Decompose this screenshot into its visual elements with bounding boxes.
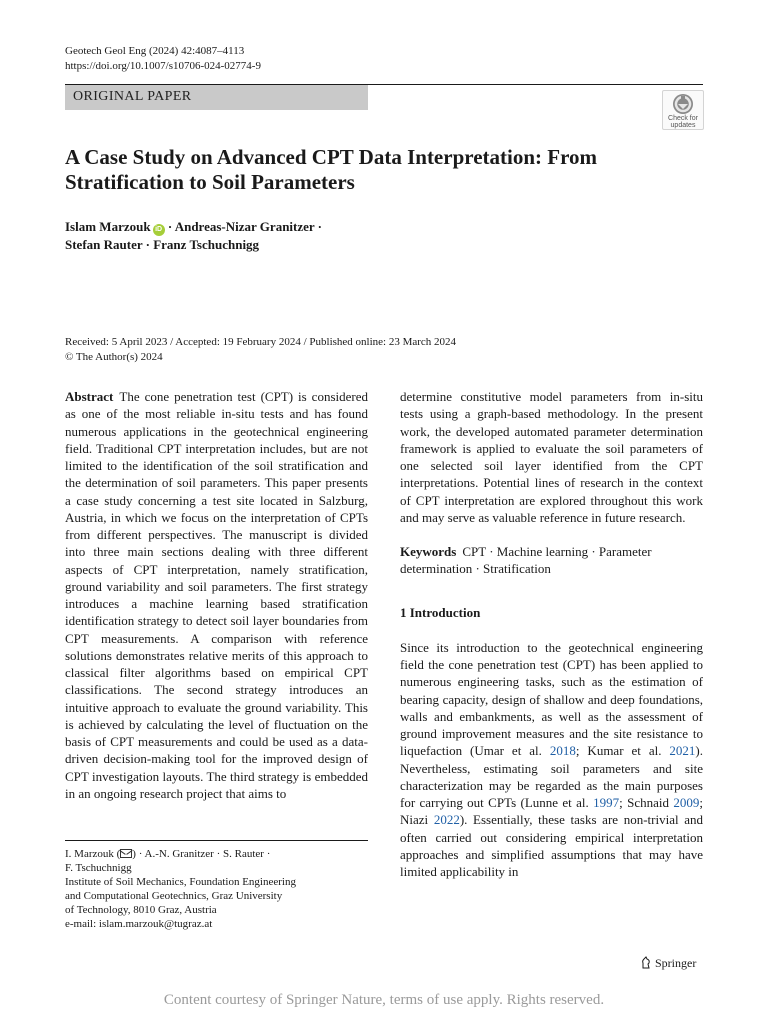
citation-link[interactable]: 2022: [433, 812, 460, 828]
intro-text: ; Kumar et al.: [575, 743, 670, 759]
author-names-line2: Stefan Rauter · Franz Tschuchnigg: [65, 237, 260, 252]
publisher-logo: [640, 955, 696, 971]
journal-reference: [65, 44, 261, 74]
author-list: [65, 218, 322, 253]
article-type-banner: ORIGINAL PAPER: [65, 85, 368, 110]
keywords: [400, 543, 703, 578]
date-history: Received: 5 April 2023 / Accepted: 19 February 2024 / Published online: 23 March 2024: [65, 336, 457, 348]
footnote-authors-rest: ) · A.-N. Granitzer · S. Rauter ·: [132, 848, 271, 860]
citation-link[interactable]: 2009: [673, 795, 700, 810]
check-updates-text-1: Check for: [668, 115, 698, 122]
abstract-continued: determine constitutive model parameters from in-situ tests using a graph-based methodology. In the present work, the developed automated parameter determination framework is applied to evaluate the soil parameters of one selected soil layer identified from the CPT interpretations. Potential lines of research in the context of CPT interpretation are explored throughout this work and may serve as valuable reference in future research.: [400, 389, 703, 525]
article-title: A Case Study on Advanced CPT Data Interpretation: From Stratification to Soil Parameters: [65, 145, 598, 194]
intro-text: ; Niazi: [400, 795, 703, 828]
publisher-name: Springer: [655, 956, 697, 970]
copyright: © The Author(s) 2024: [65, 351, 163, 363]
affiliation-line: of Technology, 8010 Graz, Austria: [65, 904, 217, 916]
intro-text: Since its introduction to the geotechnical engineering field the cone penetration test (CPT) has been applied to numerous engineering tasks, such as the estimation of bearing capacity, design of shallow and deep foundations, walls and embankments, as well as the assessment of ground improvement measures and the site resistance to liquefaction (Umar et al.: [400, 639, 703, 759]
publication-history: [65, 335, 456, 365]
courtesy-notice: Content courtesy of Springer Nature, terms of use apply. Rights reserved.: [163, 992, 605, 1008]
author-name[interactable]: Islam Marzouk: [65, 219, 151, 234]
intro-text: ). Nevertheless, estimating soil parameters and site characterization may be regarded as the main purposes for carrying out CPTs (Lunne et al.: [400, 743, 703, 810]
left-column: [65, 388, 368, 802]
check-for-updates-badge[interactable]: [662, 90, 704, 130]
check-updates-text-2: updates: [670, 122, 696, 129]
intro-text: ; Schnaid: [619, 795, 674, 810]
citation-link[interactable]: 2021: [669, 743, 696, 759]
introduction-paragraph: [400, 639, 703, 881]
journal-citation: Geotech Geol Eng (2024) 42:4087–4113: [65, 45, 245, 57]
abstract: [65, 388, 368, 802]
keywords-label: Keywords: [400, 544, 457, 559]
check-updates-icon: [672, 93, 694, 115]
author-affiliation-footnote: [65, 847, 368, 931]
right-column: [400, 388, 703, 880]
abstract-text-left: The cone penetration test (CPT) is considered as one of the most reliable in-situ tests and has found numerous applications in the geotechnical engineering field. Traditional CPT interpretation includes, but are not limited to the identification of the soil stratification and the determination of soil parameters. This paper presents a case study concerning a test site located in Salzburg, Austria, in which we focus on the interpretation of CPTs from different perspectives. The manuscript is divided into three main sections dealing with three different aspects of CPT interpretation, namely stratification, ground variability and soil parameters. The first strategy introduces a machine learning based stratification identification strategy to detect soil layer boundaries from CPT measurements. A comparison with reference solutions demonstrates relative merits of this approach to classical filter algorithms based on empirical CPT classifications. The second strategy introduces an intuitive approach to evaluate the ground variability. This is achieved by calculating the level of fluctuation on the basis of CPT measurements and could be used as a data-driven decision-making tool for the improved design of CPT investigation layouts. The third strategy is embedded in an ongoing research project that aims to: [65, 389, 368, 801]
footnote-authors: I. Marzouk (: [65, 848, 121, 860]
intro-text: ). Essentially, these tasks are non-trivial and often carried out considering empirical interpretation approaches and simplified assumptions that may have limited applicability in: [400, 812, 703, 879]
author-email[interactable]: e-mail: islam.marzouk@tugraz.at: [65, 918, 213, 930]
section-heading-introduction: 1 Introduction: [400, 604, 481, 620]
footnote-author-last: F. Tschuchnigg: [65, 862, 132, 874]
citation-link[interactable]: 2018: [549, 743, 576, 759]
affiliation-line: Institute of Soil Mechanics, Foundation Engineering: [65, 876, 296, 888]
abstract-label: Abstract: [65, 389, 114, 404]
doi-link[interactable]: https://doi.org/10.1007/s10706-024-02774-9: [65, 60, 261, 72]
affiliation-line: and Computational Geotechnics, Graz University: [65, 890, 283, 902]
mail-icon[interactable]: [120, 849, 132, 858]
springer-horse-icon: [640, 956, 652, 969]
citation-link[interactable]: 1997: [593, 795, 620, 810]
orcid-icon[interactable]: iD: [153, 224, 165, 236]
keywords-text: CPT · Machine learning · Parameter determination · Stratification: [400, 544, 652, 577]
footnote-rule: [65, 840, 368, 841]
author-names-rest: · Andreas-Nizar Granitzer ·: [164, 219, 323, 234]
